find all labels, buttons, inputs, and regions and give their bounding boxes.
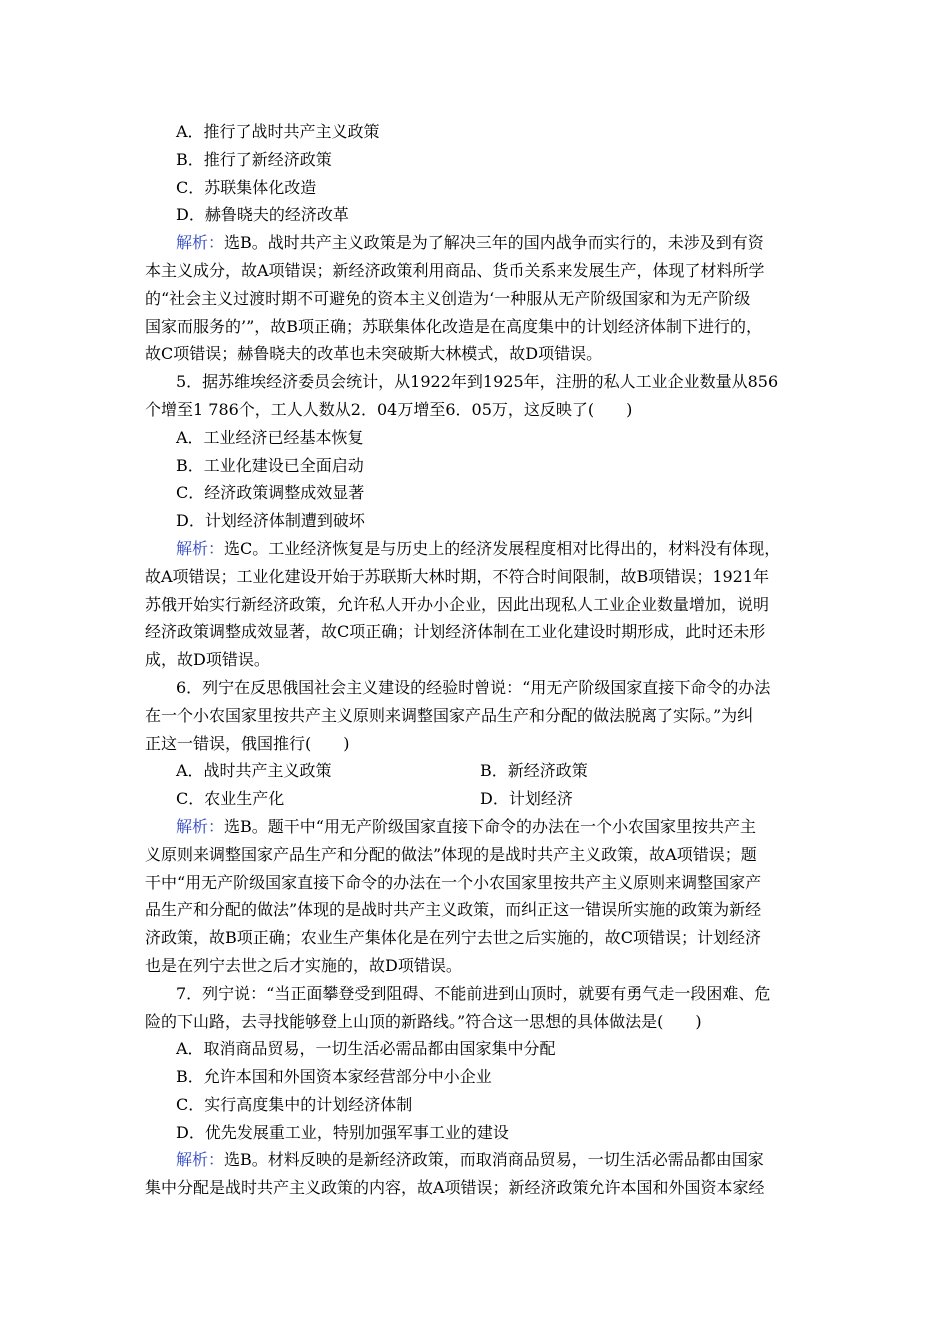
analysis-line: 集中分配是战时共产主义政策的内容，故A项错误；新经济政策允许本国和外国资本家经: [145, 1178, 765, 1198]
option-d: D．计划经济体制遭到破坏: [176, 511, 365, 531]
option-d: D．优先发展重工业，特别加强军事工业的建设: [176, 1122, 509, 1142]
option-d: D．赫鲁晓夫的经济改革: [176, 205, 349, 225]
analysis-line: 成，故D项错误。: [145, 650, 270, 670]
option-b: B．推行了新经济政策: [176, 149, 332, 169]
analysis: [145, 229, 807, 368]
question-stem: 5．据苏维埃经济委员会统计，从1922年到1925年，注册的私人工业企业数量从856: [176, 372, 779, 392]
question-stem: 险的下山路，去寻找能够登上山顶的新路线。”符合这一思想的具体做法是( ): [145, 1011, 702, 1031]
document-body: [145, 118, 807, 1202]
analysis-line: 苏俄开始实行新经济政策，允许私人开办小企业，因此出现私人工业企业数量增加，说明: [145, 594, 770, 614]
analysis-line: 解析：选C。工业经济恢复是与历史上的经济发展程度相对比得出的，材料没有体现，: [176, 538, 781, 558]
option-row: [145, 757, 807, 785]
analysis-line: 济政策，故B项正确；农业生产集体化是在列宁去世之后实施的，故C项错误；计划经济: [145, 928, 762, 948]
question-stem: 7．列宁说：“当正面攀登受到阻碍、不能前进到山顶时，就要有勇气走一段困难、危: [176, 983, 771, 1003]
question-stem: 在一个小农国家里按共产主义原则来调整国家产品生产和分配的做法脱离了实际。”为纠: [145, 705, 754, 725]
option-c: C．农业生产化: [176, 789, 285, 809]
option-c: C．实行高度集中的计划经济体制: [176, 1094, 413, 1114]
analysis-line: 故A项错误；工业化建设开始于苏联斯大林时期，不符合时间限制，故B项错误；1921年: [145, 566, 770, 586]
analysis-line: 解析：选B。战时共产主义政策是为了解决三年的国内战争而实行的，未涉及到有资: [176, 233, 764, 253]
question-6: [145, 674, 807, 980]
question-5: [145, 368, 807, 674]
option-row: [145, 785, 807, 813]
analysis-line: 也是在列宁去世之后才实施的，故D项错误。: [145, 955, 462, 975]
question-stem: 正这一错误，俄国推行( ): [145, 733, 350, 753]
option-b: B．新经济政策: [480, 761, 588, 781]
option-c: C．苏联集体化改造: [176, 177, 317, 197]
analysis-label: 解析：: [176, 816, 225, 836]
question-4: [145, 118, 807, 368]
analysis-line: 的“社会主义过渡时期不可避免的资本主义创造为‘一种服从无产阶级国家和为无产阶级: [145, 288, 751, 308]
analysis-line: 国家而服务的’”，故B项正确；苏联集体化改造是在高度集中的计划经济体制下进行的，: [145, 316, 763, 336]
analysis-line: 解析：选B。材料反映的是新经济政策，而取消商品贸易，一切生活必需品都由国家: [176, 1150, 764, 1170]
analysis-line: 故C项错误；赫鲁晓夫的改革也未突破斯大林模式，故D项错误。: [145, 344, 603, 364]
analysis-line: 干中“用无产阶级国家直接下命令的办法在一个小农国家里按共产主义原则来调整国家产: [145, 872, 762, 892]
analysis: [145, 535, 807, 674]
option-b: B．允许本国和外国资本家经营部分中小企业: [176, 1067, 492, 1087]
analysis-label: 解析：: [176, 233, 225, 253]
analysis-line: 解析：选B。题干中“用无产阶级国家直接下命令的办法在一个小农国家里按共产主: [176, 816, 756, 836]
option-a: A．战时共产主义政策: [176, 761, 332, 781]
analysis: [145, 1146, 807, 1202]
analysis-line: 本主义成分，故A项错误；新经济政策利用商品、货币关系来发展生产，体现了材料所学: [145, 260, 765, 280]
option-a: A．推行了战时共产主义政策: [176, 122, 380, 141]
question-7: [145, 980, 807, 1202]
option-a: A．取消商品贸易，一切生活必需品都由国家集中分配: [176, 1039, 556, 1059]
analysis-label: 解析：: [176, 1150, 225, 1170]
question-stem: 个增至1 786个，工人人数从2．04万增至6．05万，这反映了( ): [145, 399, 633, 419]
option-b: B．工业化建设已全面启动: [176, 455, 364, 475]
analysis-line: 义原则来调整国家产品生产和分配的做法”体现的是战时共产主义政策，故A项错误；题: [145, 844, 757, 864]
question-stem: 6．列宁在反思俄国社会主义建设的经验时曾说：“用无产阶级国家直接下命令的办法: [176, 677, 771, 697]
option-d: D．计划经济: [480, 789, 573, 809]
option-a: A．工业经济已经基本恢复: [176, 427, 364, 447]
option-c: C．经济政策调整成效显著: [176, 483, 365, 503]
analysis-label: 解析：: [176, 538, 225, 558]
analysis: [145, 813, 807, 980]
analysis-line: 品生产和分配的做法”体现的是战时共产主义政策，而纠正这一错误所实施的政策为新经: [145, 900, 762, 920]
analysis-line: 经济政策调整成效显著，故C项正确；计划经济体制在工业化建设时期形成，此时还未形: [145, 622, 766, 642]
